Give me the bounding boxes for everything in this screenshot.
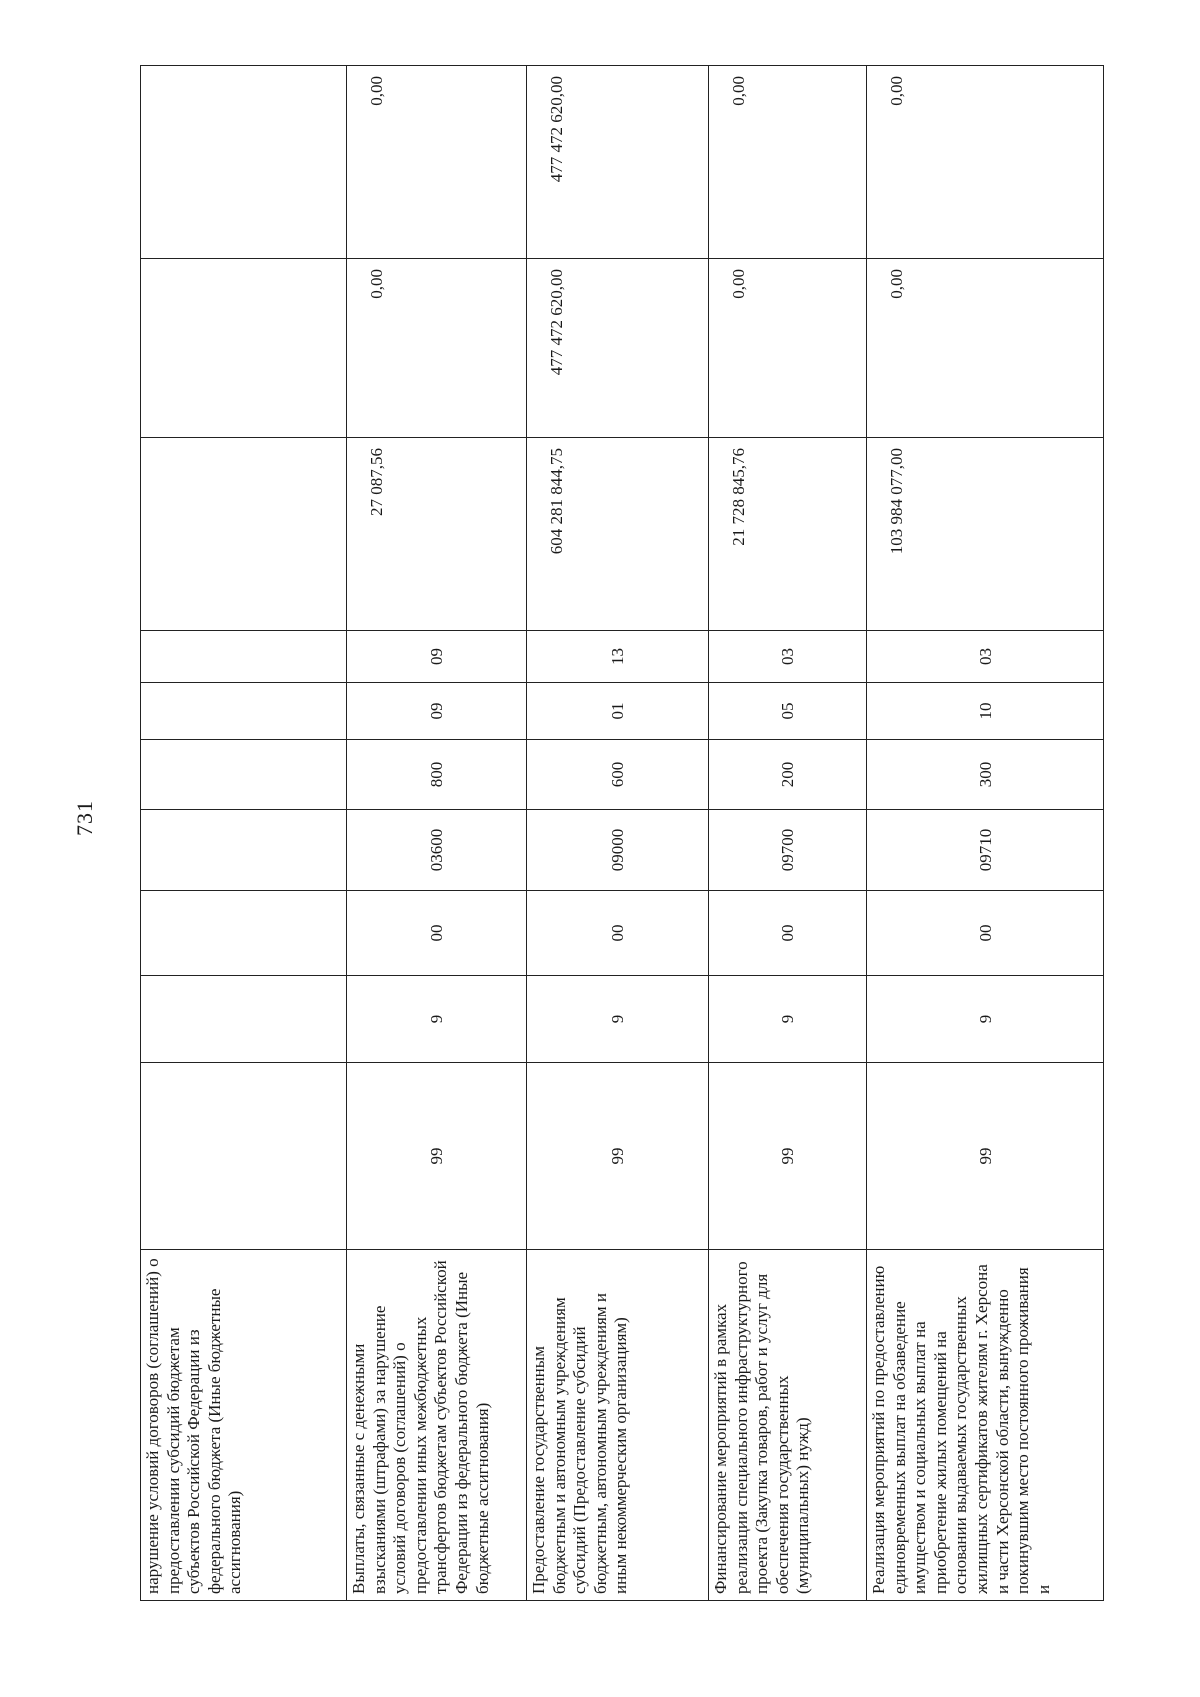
- row-description: Финансирование мероприятий в рамках реализации специального инфраструктурного проекта (Закупка товаров, работ и услуг для обеспечения государственных (муниципальных) нужд): [709, 1250, 867, 1601]
- cell-section: 01: [527, 683, 709, 740]
- table-row: [527, 66, 709, 1601]
- row-description: Реализация мероприятий по предоставлению единовременных выплат на обзаведение имуществом и социальных выплат на приобретение жилых помещений на основании выдаваемых государственных жилищных сертификатов жителям г. Херсона и части Херсонской области, вынужденно покинувшим место постоянного проживания и: [867, 1250, 1104, 1601]
- cell-amount-1: 103 984 077,00: [867, 438, 1104, 631]
- cell-direction: 09710: [867, 810, 1104, 891]
- cell-direction: 09700: [709, 810, 867, 891]
- row-description: Выплаты, связанные с денежными взысканиями (штрафами) за нарушение условий договоров (соглашений) о предоставлении иных межбюджетных трансфертов бюджетам субъектов Российской Федерации из федерального бюджета (Иные бюджетные ассигнования): [347, 1250, 527, 1601]
- cell-expense-type: 600: [527, 740, 709, 810]
- cell-expense-type: [141, 740, 347, 810]
- cell-amount-3: 0,00: [867, 66, 1104, 259]
- cell-section: 05: [709, 683, 867, 740]
- row-description: нарушение условий договоров (соглашений) о предоставлении субсидий бюджетам субъектов Российской Федерации из федерального бюджета (Иные бюджетные ассигнования): [141, 1250, 347, 1601]
- cell-amount-3: 477 472 620,00: [527, 66, 709, 259]
- cell-direction: 09000: [527, 810, 709, 891]
- cell-direction: [141, 810, 347, 891]
- cell-amount-1: 604 281 844,75: [527, 438, 709, 631]
- cell-program: 99: [347, 1063, 527, 1250]
- cell-subsection: 03: [709, 631, 867, 683]
- cell-main-event: 00: [709, 891, 867, 976]
- cell-amount-1: 27 087,56: [347, 438, 527, 631]
- cell-section: [141, 683, 347, 740]
- budget-table: [140, 65, 1104, 1601]
- cell-section: 09: [347, 683, 527, 740]
- cell-section: 10: [867, 683, 1104, 740]
- cell-subsection: [141, 631, 347, 683]
- cell-main-event: [141, 891, 347, 976]
- cell-subprogram: 9: [867, 976, 1104, 1063]
- cell-program: 99: [709, 1063, 867, 1250]
- cell-amount-2: 0,00: [347, 259, 527, 438]
- cell-program: 99: [527, 1063, 709, 1250]
- cell-amount-2: 0,00: [709, 259, 867, 438]
- cell-subprogram: 9: [709, 976, 867, 1063]
- cell-amount-1: 21 728 845,76: [709, 438, 867, 631]
- cell-subprogram: 9: [347, 976, 527, 1063]
- table-row: [867, 66, 1104, 1601]
- cell-expense-type: 300: [867, 740, 1104, 810]
- cell-subsection: 13: [527, 631, 709, 683]
- cell-amount-2: 477 472 620,00: [527, 259, 709, 438]
- cell-amount-1: [141, 438, 347, 631]
- cell-main-event: 00: [347, 891, 527, 976]
- cell-subprogram: 9: [527, 976, 709, 1063]
- cell-amount-2: [141, 259, 347, 438]
- cell-subsection: 09: [347, 631, 527, 683]
- cell-amount-3: [141, 66, 347, 259]
- page-number: 731: [72, 800, 97, 836]
- row-description: Предоставление государственным бюджетным и автономным учреждениям субсидий (Предоставление субсидий бюджетным, автономным учреждениям и иным некоммерческим организациям): [527, 1250, 709, 1601]
- cell-program: 99: [867, 1063, 1104, 1250]
- cell-subprogram: [141, 976, 347, 1063]
- cell-program: [141, 1063, 347, 1250]
- rotated-table-wrapper: [140, 66, 1103, 1601]
- cell-amount-3: 0,00: [347, 66, 527, 259]
- table-row: [709, 66, 867, 1601]
- cell-direction: 03600: [347, 810, 527, 891]
- cell-amount-3: 0,00: [709, 66, 867, 259]
- table-row: [141, 66, 347, 1601]
- cell-amount-2: 0,00: [867, 259, 1104, 438]
- cell-expense-type: 800: [347, 740, 527, 810]
- table-row: [347, 66, 527, 1601]
- cell-expense-type: 200: [709, 740, 867, 810]
- cell-main-event: 00: [867, 891, 1104, 976]
- cell-subsection: 03: [867, 631, 1104, 683]
- cell-main-event: 00: [527, 891, 709, 976]
